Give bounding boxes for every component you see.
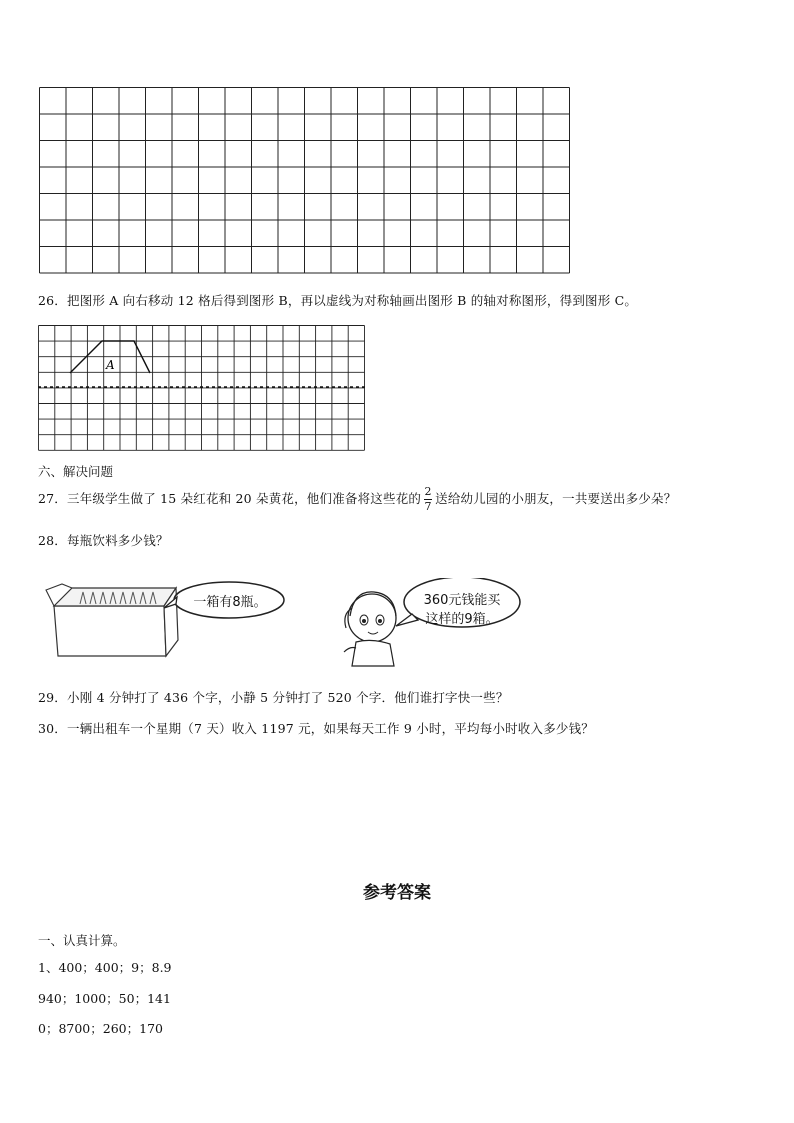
fraction-two-sevenths	[424, 486, 432, 513]
fraction-denominator: 7	[424, 500, 432, 513]
top-grid	[39, 87, 572, 274]
girl-bubble-line2: 这样的9箱。	[425, 612, 499, 627]
fraction-numerator: 2	[424, 485, 432, 498]
answer-line-1: 1、400；400；9；8.9	[38, 960, 172, 975]
q27-text-after: 送给幼儿园的小朋友，一共要送出多少朵？	[435, 491, 677, 506]
grid-lines	[40, 88, 570, 274]
q27-text-before: 27．三年级学生做了 15 朵红花和 20 朵黄花，他们准备将这些花的	[38, 491, 422, 506]
question-28: 28．每瓶饮料多少钱？	[38, 533, 169, 548]
grid-lines	[39, 326, 365, 451]
section-6-heading: 六、解决问题	[38, 464, 114, 479]
q26-grid	[38, 325, 367, 451]
girl-bubble-line1: 360元钱能买	[423, 593, 501, 608]
answers-title: 参考答案	[363, 883, 431, 903]
answer-line-3: 0；8700；260；170	[38, 1021, 163, 1036]
answer-line-2: 940；1000；50；141	[38, 991, 171, 1006]
box-bubble-text: 一箱有8瓶。	[193, 595, 267, 610]
question-29: 29．小刚 4 分钟打了 436 个字，小静 5 分钟打了 520 个字．他们谁打字快一些？	[38, 690, 509, 705]
figure-a-label: A	[106, 358, 115, 372]
answers-section-1: 一、认真计算。	[38, 933, 126, 948]
question-27	[38, 486, 676, 513]
question-30: 30．一辆出租车一个星期（7 天）收入 1197 元，如果每天工作 9 小时，平均每小时收入多少钱？	[38, 721, 594, 736]
question-26: 26．把图形 A 向右移动 12 格后得到图形 B，再以虚线为对称轴画出图形 B 的轴对称图形，得到图形 C。	[38, 293, 638, 308]
